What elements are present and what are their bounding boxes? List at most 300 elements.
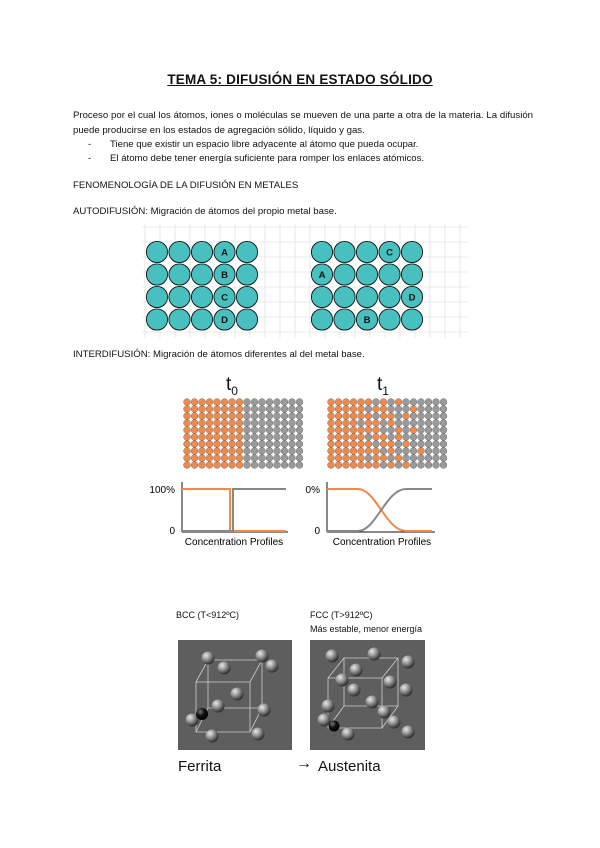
diffusing-atom [350,406,357,413]
diffusing-atom [214,399,221,406]
diffusing-atom [259,399,266,406]
diffusing-atom [395,448,402,455]
diffusing-atom [433,455,440,462]
profile-t0-bottom-label: 0 [169,526,175,537]
diffusing-atom [184,434,191,441]
diffusing-atom [440,448,447,455]
diffusing-atom [425,462,432,469]
diffusing-atom [335,427,342,434]
diffusing-atom [281,399,288,406]
fcc-note: Más estable, menor energía [310,624,423,634]
diffusing-atom [410,413,417,420]
diffusing-atom [244,413,251,420]
diffusing-atom [289,448,296,455]
diffusing-atom [274,448,281,455]
diffusing-atom [425,413,432,420]
diffusing-atom [410,406,417,413]
diffusing-atom [199,427,206,434]
diffusing-atom [229,413,236,420]
diffusing-atom [191,441,198,448]
diffusing-atom [403,434,410,441]
self-diffusion-lattice-diagram [140,222,470,340]
lattice-atom [334,309,355,330]
diffusing-atom [350,448,357,455]
diffusing-atom [229,462,236,469]
diffusing-atom [328,434,335,441]
diffusing-atom [373,427,380,434]
diffusing-atom [274,427,281,434]
diffusing-atom [433,462,440,469]
lattice-atom [169,309,190,330]
diffusing-atom [251,413,258,420]
diffusing-atom [259,455,266,462]
diffusing-atom [289,455,296,462]
diffusing-atom [199,399,206,406]
diffusing-atom [296,441,303,448]
diffusing-atom [214,448,221,455]
time-label-t1: $t_1$ [377,374,389,398]
diffusing-atom [350,399,357,406]
diffusing-atom [296,406,303,413]
page-title: TEMA 5: DIFUSIÓN EN ESTADO SÓLIDO [167,72,433,87]
diffusing-atom [259,427,266,434]
diffusing-atom [281,420,288,427]
diffusing-atom [343,441,350,448]
diffusing-atom [440,399,447,406]
diffusing-atom [350,434,357,441]
diffusing-atom [229,420,236,427]
diffusing-atom [281,413,288,420]
diffusing-atom [266,406,273,413]
fcc-crystal-image [310,640,425,750]
lattice-atom [311,241,332,262]
diffusing-atom [358,455,365,462]
lattice-atom [146,241,167,262]
diffusing-atom [418,427,425,434]
diffusing-atom [244,448,251,455]
interdifusion-text: INTERDIFUSIÓN: Migración de átomos diferentes al del metal base. [73,349,365,360]
diffusing-atom [343,406,350,413]
diffusing-atom [206,448,213,455]
diffusing-atom [395,462,402,469]
diffusing-atom [251,441,258,448]
concentration-profile-t1 [290,478,450,548]
diffusing-atom [343,448,350,455]
diffusing-atom [289,427,296,434]
diffusing-atom [251,455,258,462]
diffusing-atom [343,462,350,469]
diffusing-atom [358,413,365,420]
diffusing-atom [266,420,273,427]
diffusing-atom [266,455,273,462]
diffusing-atom [358,399,365,406]
concentration-profile-t0 [140,478,300,548]
diffusing-atom [335,406,342,413]
diffusing-atom [380,399,387,406]
diffusing-atom [221,427,228,434]
diffusing-atom [199,448,206,455]
lattice-atom [379,264,400,285]
diffusing-atom [251,399,258,406]
bullet-text: Tiene que existir un espacio libre adyacente al átomo que pueda ocupar. [110,139,419,150]
diffusing-atom [266,427,273,434]
diffusing-atom [191,448,198,455]
diffusing-atom [206,441,213,448]
diffusing-atom [440,441,447,448]
diffusing-atom [335,420,342,427]
diffusing-atom [403,413,410,420]
diffusing-atom [358,434,365,441]
diffusing-atom [440,413,447,420]
diffusing-atom [184,406,191,413]
diffusing-atom [214,413,221,420]
diffusing-atom [289,462,296,469]
diffusing-atom [440,434,447,441]
diffusing-atom [395,455,402,462]
diffusing-atom [229,434,236,441]
diffusing-atom [343,434,350,441]
lattice-atom [356,286,377,307]
lattice-atom [236,309,257,330]
diffusing-atom [358,462,365,469]
diffusing-atom [221,448,228,455]
diffusing-atom [410,420,417,427]
diffusing-atom [373,420,380,427]
diffusing-atom [418,399,425,406]
diffusing-atom [403,420,410,427]
diffusing-atom [388,441,395,448]
lattice-atom [356,264,377,285]
diffusing-atom [440,406,447,413]
lattice-atom [379,309,400,330]
diffusing-atom [365,420,372,427]
diffusing-atom [380,455,387,462]
lattice-atom [334,286,355,307]
diffusing-atom [388,420,395,427]
diffusing-atom [365,441,372,448]
diffusing-atom [296,462,303,469]
diffusing-atom [289,420,296,427]
diffusing-atom [229,427,236,434]
diffusing-atom [274,434,281,441]
diffusing-atom [350,420,357,427]
diffusing-atom [365,448,372,455]
diffusing-atom [206,399,213,406]
diffusing-atom [388,413,395,420]
diffusing-atom [191,462,198,469]
diffusing-atom [335,462,342,469]
diffusing-atom [191,413,198,420]
arrow-icon: → [296,755,312,772]
lattice-atom [401,241,422,262]
diffusing-atom [343,413,350,420]
diffusing-atom [343,399,350,406]
diffusing-atom [221,462,228,469]
diffusing-atom [373,462,380,469]
diffusing-atom [440,427,447,434]
profile-t1-gray-curve [327,489,432,531]
diffusing-atom [206,413,213,420]
diffusing-atom [433,420,440,427]
lattice-atom-label: B [363,315,371,327]
diffusing-atom [395,399,402,406]
diffusing-atom [403,455,410,462]
lattice-atom [169,286,190,307]
diffusing-atom [418,462,425,469]
diffusing-atom [259,420,266,427]
diffusing-atom [296,413,303,420]
diffusing-atom [380,441,387,448]
diffusing-atom [214,455,221,462]
diffusing-atom [221,413,228,420]
diffusing-atom [373,441,380,448]
diffusing-atom [395,406,402,413]
diffusing-atom [221,441,228,448]
diffusing-atom [425,434,432,441]
diffusing-atom [440,420,447,427]
diffusing-atom [214,434,221,441]
diffusing-atom [433,399,440,406]
diffusing-atom [418,406,425,413]
diffusing-atom [184,399,191,406]
profile-t0-top-label: 100% [149,485,175,496]
diffusing-atom [236,448,243,455]
lattice-atom [191,309,212,330]
diffusing-atom [296,427,303,434]
bullet-text: El átomo debe tener energía suficiente para romper los enlaces atómicos. [110,153,425,164]
diffusing-atom [328,441,335,448]
diffusing-atom [289,406,296,413]
diffusing-atom [395,427,402,434]
diffusing-atom [373,455,380,462]
diffusing-atom [199,420,206,427]
diffusing-atom [206,434,213,441]
diffusing-atom [433,434,440,441]
lattice-atom [146,264,167,285]
lattice-atom-label: D [221,315,228,327]
diffusing-atom [296,455,303,462]
diffusing-atom [281,427,288,434]
diffusing-atom [296,448,303,455]
lattice-atom-label: C [386,247,393,259]
lattice-atom-label: D [408,292,416,304]
diffusing-atom [191,420,198,427]
diffusing-atom [358,441,365,448]
bcc-label: BCC (T<912ºC) [176,610,240,620]
diffusing-atom [214,441,221,448]
diffusing-atom [191,455,198,462]
time-label-t0: $t_0$ [226,374,238,398]
diffusing-atom [206,406,213,413]
diffusing-atom [236,434,243,441]
lattice-atom [236,241,257,262]
diffusing-atom [214,406,221,413]
bullet-item-1 [88,138,418,152]
diffusing-atom [191,427,198,434]
diffusing-atom [425,427,432,434]
diffusing-atom [365,399,372,406]
diffusing-atom [206,462,213,469]
diffusing-atom [259,448,266,455]
diffusing-atom [281,441,288,448]
diffusing-atom [350,462,357,469]
diffusing-atom [244,427,251,434]
diffusing-atom [281,455,288,462]
diffusing-atom [403,448,410,455]
diffusing-atom [199,441,206,448]
diffusing-atom [236,413,243,420]
diffusing-atom [388,448,395,455]
diffusing-atom [289,434,296,441]
diffusing-atom [328,399,335,406]
diffusing-atom [221,455,228,462]
diffusing-atom [244,441,251,448]
diffusing-atom [388,462,395,469]
diffusing-atom [281,406,288,413]
bullet-dash: - [88,153,92,164]
diffusing-atom [335,441,342,448]
lattice-atom [379,286,400,307]
diffusing-atom [373,406,380,413]
profile-t1-bottom-label: 0 [314,526,320,537]
lattice-atom-label: A [318,270,326,282]
diffusing-atom [403,462,410,469]
diffusing-atom [328,427,335,434]
diffusing-atom [266,399,273,406]
diffusing-atom [418,420,425,427]
diffusing-atom [335,413,342,420]
diffusing-atom [281,448,288,455]
profile-t1-orange-curve [327,489,432,531]
diffusing-atom [328,420,335,427]
diffusing-atom [191,399,198,406]
diffusing-atom [425,406,432,413]
diffusing-atom [251,406,258,413]
diffusing-atom [373,413,380,420]
diffusing-atom [244,399,251,406]
lattice-atom [146,286,167,307]
diffusing-atom [244,420,251,427]
diffusing-atom [266,462,273,469]
diffusing-atom [221,399,228,406]
diffusing-atom [365,427,372,434]
lattice-atom-label: C [221,292,228,304]
diffusing-atom [335,434,342,441]
diffusing-atom [380,420,387,427]
diffusing-atom [358,406,365,413]
diffusing-atom [395,420,402,427]
diffusing-atom [236,441,243,448]
diffusing-atom [266,434,273,441]
diffusing-atom [274,441,281,448]
diffusing-atom [388,455,395,462]
diffusing-atom [388,406,395,413]
diffusing-atom [358,420,365,427]
interdiffusion-grid-t0 [183,398,303,470]
diffusing-atom [380,427,387,434]
diffusing-atom [350,455,357,462]
diffusing-atom [328,448,335,455]
diffusing-atom [221,434,228,441]
autodifusion-text: AUTODIFUSIÓN: Migración de átomos del propio metal base. [73,206,337,217]
section-heading: FENOMENOLOGÍA DE LA DIFUSIÓN EN METALES [73,180,299,191]
diffusing-atom [425,399,432,406]
diffusing-atom [410,448,417,455]
diffusing-atom [328,462,335,469]
diffusing-atom [403,406,410,413]
diffusing-atom [343,427,350,434]
diffusing-atom [259,462,266,469]
lattice-atom [236,264,257,285]
diffusing-atom [251,427,258,434]
diffusing-atom [244,406,251,413]
diffusing-atom [425,420,432,427]
lattice-atom [311,286,332,307]
diffusing-atom [191,434,198,441]
diffusing-atom [184,448,191,455]
diffusing-atom [425,448,432,455]
diffusing-atom [410,427,417,434]
lattice-atom [311,309,332,330]
fcc-label: FCC (T>912ºC) [310,610,373,620]
bullet-dash: - [88,139,92,150]
diffusing-atom [440,455,447,462]
diffusing-atom [274,462,281,469]
diffusing-atom [184,413,191,420]
diffusing-atom [206,455,213,462]
diffusing-atom [221,406,228,413]
lattice-atom-label: B [221,270,228,282]
diffusing-atom [251,420,258,427]
diffusing-atom [236,420,243,427]
diffusing-atom [229,406,236,413]
diffusing-atom [365,413,372,420]
lattice-atom [146,309,167,330]
diffusing-atom [380,462,387,469]
diffusing-atom [328,413,335,420]
diffusing-atom [418,413,425,420]
diffusing-atom [206,420,213,427]
diffusing-atom [236,455,243,462]
diffusing-atom [410,455,417,462]
diffusing-atom [199,434,206,441]
diffusing-atom [335,455,342,462]
diffusing-atom [191,406,198,413]
diffusing-atom [373,434,380,441]
diffusing-atom [229,448,236,455]
diffusing-atom [433,413,440,420]
diffusing-atom [266,448,273,455]
diffusing-atom [229,441,236,448]
diffusing-atom [373,448,380,455]
diffusing-atom [395,413,402,420]
diffusing-atom [274,413,281,420]
lattice-atom [191,264,212,285]
diffusing-atom [184,441,191,448]
diffusing-atom [335,399,342,406]
diffusing-atom [343,420,350,427]
lattice-atom [191,241,212,262]
diffusing-atom [214,420,221,427]
diffusing-atom [380,448,387,455]
diffusing-atom [251,434,258,441]
diffusing-atom [206,427,213,434]
diffusing-atom [199,413,206,420]
diffusing-atom [296,420,303,427]
profile-t0-gray-curve [182,489,286,531]
diffusing-atom [289,441,296,448]
interdiffusion-grid-t1 [327,398,447,470]
